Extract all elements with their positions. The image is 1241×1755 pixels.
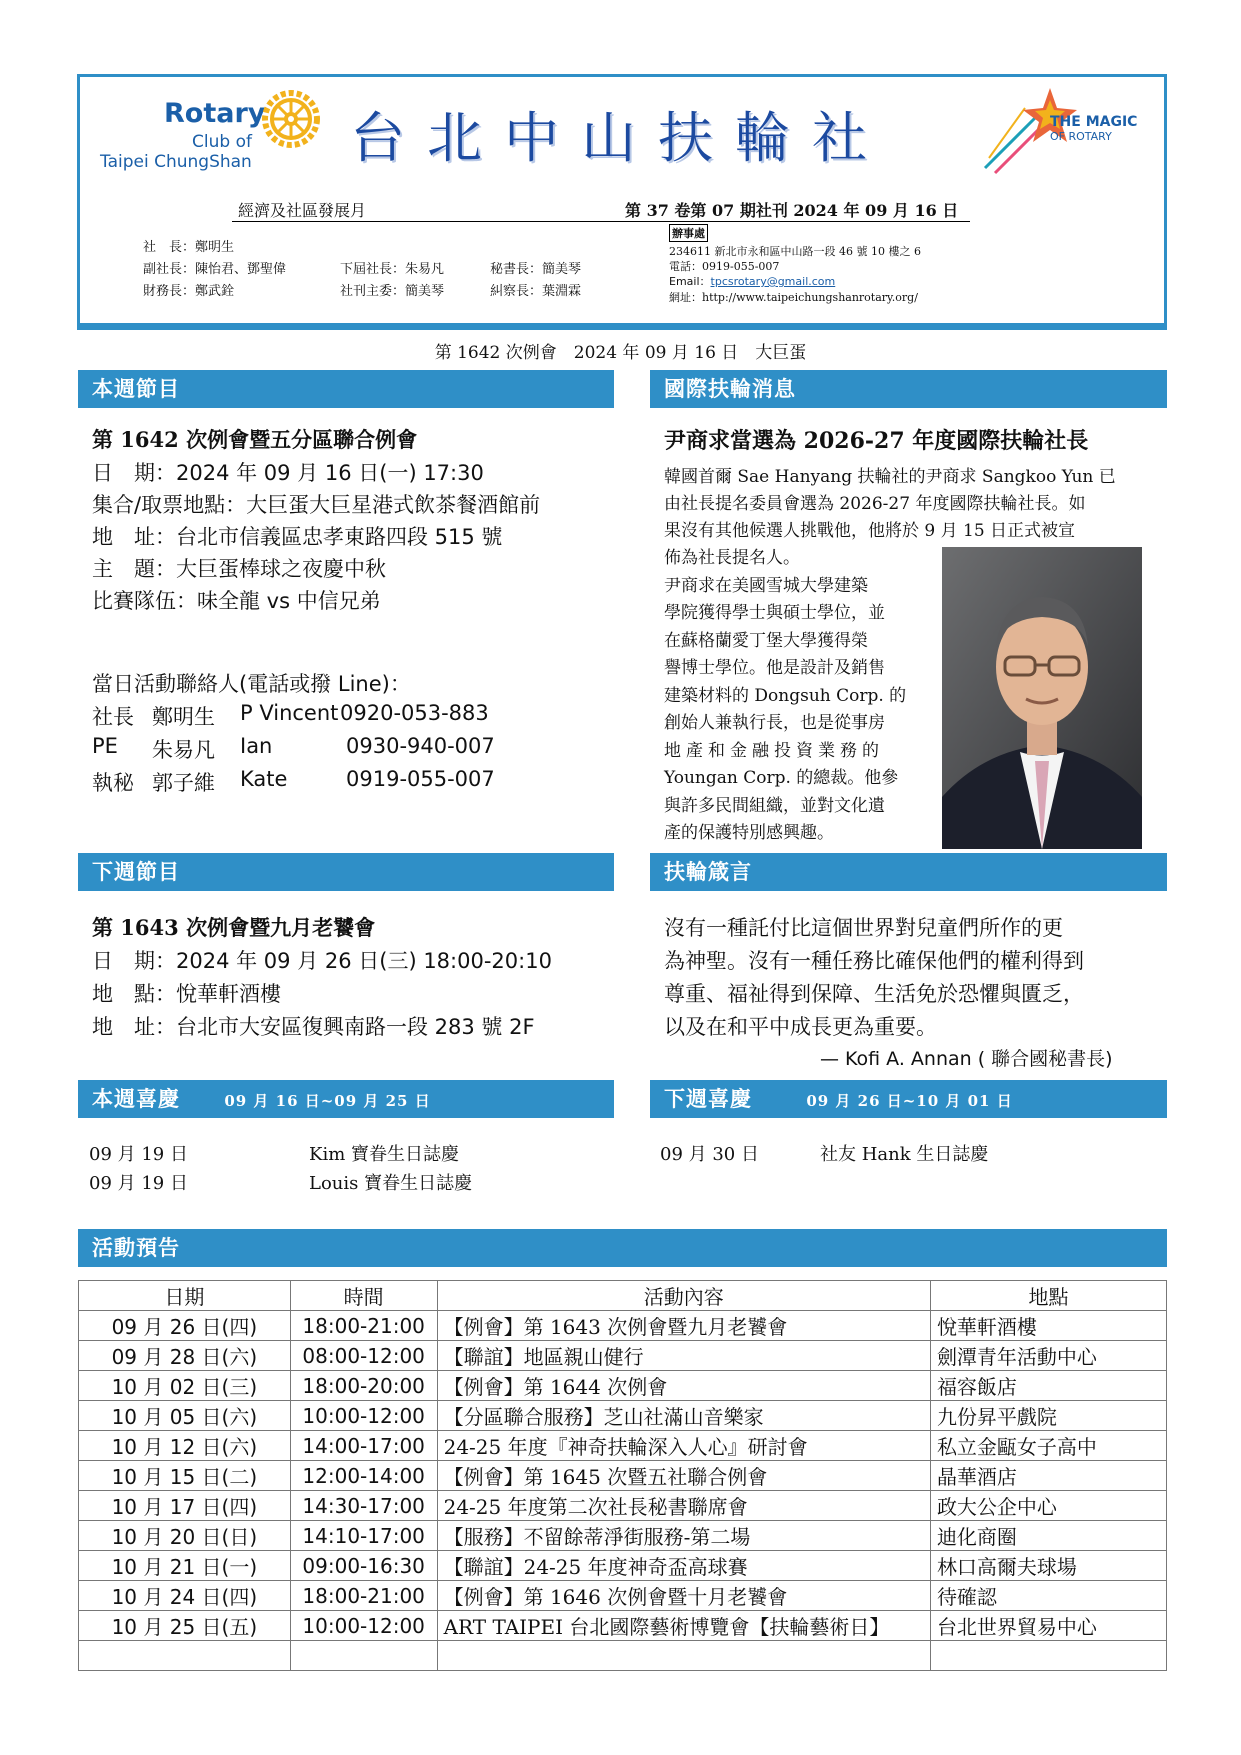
celebration-date: 09 月 30 日 — [660, 1144, 759, 1165]
event-time: 18:00-21:00 — [290, 1581, 437, 1611]
event-time: 14:00-17:00 — [290, 1431, 437, 1461]
table-row — [79, 1581, 1167, 1611]
next-week-venue: 地 點：悅華軒酒樓 — [92, 982, 281, 1006]
event-date: 10 月 12 日(六) — [79, 1431, 291, 1461]
contact-phone: 0919-055-007 — [346, 767, 495, 791]
portrait-photo — [942, 547, 1142, 849]
contact-name: 鄭明生 — [152, 705, 215, 729]
contact-en: Ian — [240, 734, 273, 758]
event-activity: 【例會】第 1643 次例會暨九月老饕會 — [437, 1311, 930, 1341]
this-week-teams: 比賽隊伍：味全龍 vs 中信兄弟 — [92, 589, 381, 613]
contact-name: 朱易凡 — [152, 738, 215, 762]
contact-name: 郭子維 — [152, 771, 215, 795]
event-location: 政大公企中心 — [930, 1491, 1166, 1521]
officer-treasurer: 財務長：鄭武銓 — [143, 284, 235, 299]
quote-line: 沒有一種託付比這個世界對兒童們所作的更 — [664, 916, 1063, 940]
contact-en: P Vincent — [240, 701, 339, 725]
header-location: 地點 — [930, 1281, 1166, 1311]
intl-news-line: 果沒有其他候選人挑戰他，他將於 9 月 15 日正式被宣 — [664, 521, 1076, 541]
header-date: 日期 — [79, 1281, 291, 1311]
event-activity: 【聯誼】24-25 年度神奇盃高球賽 — [437, 1551, 930, 1581]
celebration-range: 09 月 26 日~10 月 01 日 — [806, 1092, 1013, 1110]
event-date: 10 月 25 日(五) — [79, 1611, 291, 1641]
celebration-date: 09 月 19 日 — [89, 1173, 188, 1194]
meeting-line: 第 1642 次例會 2024 年 09 月 16 日 大巨蛋 — [434, 343, 807, 363]
event-activity: 【例會】第 1645 次暨五社聯合例會 — [437, 1461, 930, 1491]
event-location: 九份昇平戲院 — [930, 1401, 1166, 1431]
officer-vp: 副社長：陳怡君、鄧聖偉 — [143, 262, 287, 277]
office-label: 辦事處 — [669, 224, 708, 242]
office-address: 234611 新北市永和區中山路一段 46 號 10 樓之 6 — [669, 245, 921, 258]
event-time: 14:10-17:00 — [290, 1521, 437, 1551]
event-location: 待確認 — [930, 1581, 1166, 1611]
intl-news-line: 佈為社長提名人。 — [664, 548, 800, 568]
quote-line: 以及在和平中成長更為重要。 — [664, 1015, 937, 1039]
event-time: 12:00-14:00 — [290, 1461, 437, 1491]
intl-news-line: 譽博士學位。他是設計及銷售 — [664, 658, 885, 678]
event-time — [290, 1641, 437, 1671]
table-row — [79, 1491, 1167, 1521]
next-week-heading: 第 1643 次例會暨九月老饕會 — [92, 915, 376, 940]
event-location: 劍潭青年活動中心 — [930, 1341, 1166, 1371]
office-website[interactable]: 網址：http://www.taipeichungshanrotary.org/ — [669, 291, 918, 304]
events-bar: 活動預告 — [78, 1229, 1167, 1267]
event-date: 10 月 05 日(六) — [79, 1401, 291, 1431]
intl-news-heading: 尹商求當選為 2026-27 年度國際扶輪社長 — [664, 428, 1089, 454]
contact-phone: 0920-053-883 — [340, 701, 489, 725]
event-time: 18:00-20:00 — [290, 1371, 437, 1401]
magic-title: THE MAGIC — [1050, 114, 1138, 130]
contact-role: 執秘 — [92, 771, 134, 795]
intl-news-line: 韓國首爾 Sae Hanyang 扶輪社的尹商求 Sangkoo Yun 已 — [664, 467, 1116, 487]
contact-role: PE — [92, 734, 118, 758]
intl-news-line: 地產和金融投資業務的 — [664, 741, 884, 761]
intl-news-line: 創始人兼執行長，也是從事房 — [664, 713, 885, 733]
logo-club-of: Club of — [192, 132, 252, 152]
table-row — [79, 1461, 1167, 1491]
celebration-title: 本週喜慶 — [92, 1086, 180, 1111]
quote-line: 尊重、福祉得到保障、生活免於恐懼與匱乏， — [664, 982, 1084, 1006]
quote-bar: 扶輪箴言 — [650, 853, 1167, 891]
event-time: 08:00-12:00 — [290, 1341, 437, 1371]
issue-info: 第 37 卷第 07 期社刊 2024 年 09 月 16 日 — [625, 201, 959, 220]
intl-news-line: 尹商求在美國雪城大學建築 — [664, 576, 868, 596]
officer-president: 社 長：鄭明生 — [143, 240, 235, 255]
header-time: 時間 — [290, 1281, 437, 1311]
next-week-address: 地 址：台北市大安區復興南路一段 283 號 2F — [92, 1015, 535, 1039]
this-week-celebration-bar — [78, 1080, 614, 1118]
quote-author: — Kofi A. Annan ( 聯合國秘書長) — [820, 1048, 1113, 1070]
event-location: 私立金甌女子高中 — [930, 1431, 1166, 1461]
event-location: 迪化商圈 — [930, 1521, 1166, 1551]
contact-title: 當日活動聯絡人(電話或撥 Line)： — [92, 672, 411, 696]
celebration-text: Kim 寶眷生日誌慶 — [309, 1144, 459, 1165]
table-row — [79, 1551, 1167, 1581]
contact-en: Kate — [240, 767, 288, 791]
event-date: 10 月 20 日(日) — [79, 1521, 291, 1551]
event-location: 福容飯店 — [930, 1371, 1166, 1401]
intl-news-line: 建築材料的 Dongsuh Corp. 的 — [664, 686, 907, 706]
event-time: 14:30-17:00 — [290, 1491, 437, 1521]
email-label: Email： — [669, 275, 711, 288]
this-week-date: 日 期：2024 年 09 月 16 日(一) 17:30 — [92, 461, 484, 485]
event-location: 台北世界貿易中心 — [930, 1611, 1166, 1641]
event-time: 09:00-16:30 — [290, 1551, 437, 1581]
intl-news-line: 與許多民間組織，並對文化遺 — [664, 796, 885, 816]
logo-club-name: Taipei ChungShan — [100, 152, 252, 172]
intl-news-line: 學院獲得學士與碩士學位，並 — [664, 603, 885, 623]
event-time: 18:00-21:00 — [290, 1311, 437, 1341]
event-activity: 【服務】不留餘蒂淨街服務-第二場 — [437, 1521, 930, 1551]
table-row — [79, 1611, 1167, 1641]
month-theme: 經濟及社區發展月 — [238, 201, 367, 220]
officer-sergeant: 糾察長：葉淵霖 — [490, 284, 582, 299]
table-header-row — [79, 1281, 1167, 1311]
event-date: 10 月 24 日(四) — [79, 1581, 291, 1611]
this-week-gather: 集合/取票地點：大巨蛋大巨星港式飲茶餐酒館前 — [92, 493, 541, 517]
table-row — [79, 1641, 1167, 1671]
table-row — [79, 1431, 1167, 1461]
event-date: 09 月 28 日(六) — [79, 1341, 291, 1371]
celebration-text: 社友 Hank 生日誌慶 — [820, 1144, 989, 1165]
celebration-date: 09 月 19 日 — [89, 1144, 188, 1165]
this-week-theme: 主 題：大巨蛋棒球之夜慶中秋 — [92, 557, 386, 581]
table-row — [79, 1311, 1167, 1341]
header-rule-right — [625, 221, 970, 222]
celebration-range: 09 月 16 日~09 月 25 日 — [224, 1092, 431, 1110]
event-date: 10 月 17 日(四) — [79, 1491, 291, 1521]
this-week-address: 地 址：台北市信義區忠孝東路四段 515 號 — [92, 525, 503, 549]
office-phone: 電話：0919-055-007 — [669, 260, 780, 273]
event-location — [930, 1641, 1166, 1671]
intl-news-line: Youngan Corp. 的總裁。他參 — [664, 768, 899, 788]
event-date: 10 月 15 日(二) — [79, 1461, 291, 1491]
event-activity — [437, 1641, 930, 1671]
event-location: 林口高爾夫球場 — [930, 1551, 1166, 1581]
events-table — [78, 1280, 1167, 1671]
next-week-date: 日 期：2024 年 09 月 26 日(三) 18:00-20:10 — [92, 949, 552, 973]
next-week-bar: 下週節目 — [78, 853, 614, 891]
next-week-celebration-bar — [650, 1080, 1167, 1118]
event-location: 晶華酒店 — [930, 1461, 1166, 1491]
event-date: 10 月 21 日(一) — [79, 1551, 291, 1581]
event-activity: 24-25 年度第二次社長秘書聯席會 — [437, 1491, 930, 1521]
logo-rotary-word: Rotary — [164, 98, 266, 129]
event-activity: 24-25 年度『神奇扶輪深入人心』研討會 — [437, 1431, 930, 1461]
event-date — [79, 1641, 291, 1671]
event-location: 悅華軒酒樓 — [930, 1311, 1166, 1341]
event-time: 10:00-12:00 — [290, 1401, 437, 1431]
event-time: 10:00-12:00 — [290, 1611, 437, 1641]
this-week-heading: 第 1642 次例會暨五分區聯合例會 — [92, 427, 418, 452]
header-activity: 活動內容 — [437, 1281, 930, 1311]
rotary-wheel-icon — [262, 90, 320, 148]
table-row — [79, 1401, 1167, 1431]
table-row — [79, 1521, 1167, 1551]
intl-news-line: 在蘇格蘭愛丁堡大學獲得榮 — [664, 631, 868, 651]
officer-pe: 下屆社長：朱易凡 — [340, 262, 445, 277]
magic-subtitle: OF ROTARY — [1050, 130, 1112, 143]
officer-editor: 社刊主委：簡美琴 — [340, 284, 445, 299]
intl-news-line: 由社長提名委員會選為 2026-27 年度國際扶輪社長。如 — [664, 494, 1086, 514]
email-link[interactable]: tpcsrotary@gmail.com — [710, 275, 836, 288]
this-week-bar: 本週節目 — [78, 370, 614, 408]
contact-phone: 0930-940-007 — [346, 734, 495, 758]
header-rule — [232, 221, 667, 222]
event-date: 09 月 26 日(四) — [79, 1311, 291, 1341]
office-email — [669, 273, 835, 289]
intl-news-bar: 國際扶輪消息 — [650, 370, 1167, 408]
event-activity: 【分區聯合服務】芝山社滿山音樂家 — [437, 1401, 930, 1431]
event-activity: ART TAIPEI 台北國際藝術博覽會【扶輪藝術日】 — [437, 1611, 930, 1641]
event-activity: 【例會】第 1646 次例會暨十月老饕會 — [437, 1581, 930, 1611]
event-date: 10 月 02 日(三) — [79, 1371, 291, 1401]
event-activity: 【例會】第 1644 次例會 — [437, 1371, 930, 1401]
table-row — [79, 1371, 1167, 1401]
celebration-title: 下週喜慶 — [664, 1086, 752, 1111]
club-title: 台北中山扶輪社 — [350, 106, 890, 170]
table-row — [79, 1341, 1167, 1371]
officer-secretary: 秘書長：簡美琴 — [490, 262, 582, 277]
celebration-text: Louis 寶眷生日誌慶 — [309, 1173, 473, 1194]
intl-news-line: 產的保護特別感興趣。 — [664, 823, 834, 843]
contact-role: 社長 — [92, 705, 134, 729]
event-activity: 【聯誼】地區親山健行 — [437, 1341, 930, 1371]
quote-line: 為神聖。沒有一種任務比確保他們的權利得到 — [664, 949, 1084, 973]
